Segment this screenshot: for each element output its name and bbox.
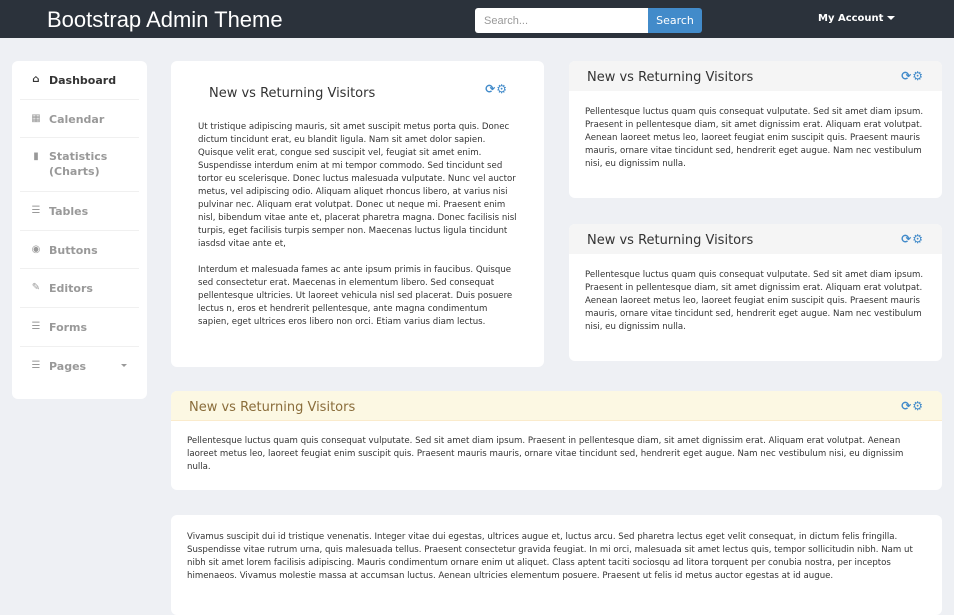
panel-body <box>171 121 544 329</box>
sidebar-item-label: Dashboard <box>49 74 117 87</box>
visitors-panel-1 <box>171 61 544 367</box>
brand-logo[interactable]: Bootstrap Admin Theme <box>47 7 283 32</box>
refresh-settings-icons[interactable]: ⟳⚙ <box>901 69 924 83</box>
caret-down-icon <box>887 16 895 20</box>
record-icon: ◉ <box>31 243 41 255</box>
refresh-settings-icons[interactable]: ⟳⚙ <box>901 232 924 246</box>
panel-title: New vs Returning Visitors <box>209 86 376 101</box>
sidebar-item-editors[interactable] <box>20 269 139 308</box>
sidebar-item-label: Forms <box>49 320 88 334</box>
list-icon: ☰ <box>31 205 41 217</box>
sidebar-item-label: Tables <box>49 205 89 219</box>
sidebar-item-label: Editors <box>49 282 93 296</box>
panel-paragraph: Interdum et malesuada fames ac ante ipsum primis in faucibus. Quisque sed consectetur erat. Maecenas in elementum libero. Sed consequat pellentesque ultricies. Ut laoreet vehicula nisl sed placerat. Duis posuere lectus n, eros et hendrerit pellentesque, ante magna condimentum sapien, eget ultrices eros libero non orci. Etiam varius diam lectus. <box>198 265 513 327</box>
sidebar-item-calendar[interactable] <box>20 100 139 139</box>
visitors-panel-4 <box>171 391 942 490</box>
panel-body: Pellentesque luctus quam quis consequat vulputate. Sed sit amet diam ipsum. Praesent in pellentesque diam, sit amet dignissim erat. Aliquam erat volutpat. Aenean laoreet metus leo, laoreet feugiat enim suscipit quis. Praesent mauris mauris, ornare vitae tincidunt sed, hendrerit eget augue. Nam nec vestibulum nisi, eu dignissim nulla. <box>187 436 904 472</box>
sidebar-item-tables[interactable] <box>20 192 139 231</box>
sidebar <box>12 61 147 399</box>
panel-body: Vivamus suscipit dui id tristique venenatis. Integer vitae dui egestas, ultrices augue et, luctus arcu. Sed pharetra lectus eget velit consequat, in dictum felis fringilla. Suspendisse vitae rutrum urna, quis malesuada tellus. Praesent consectetur gravida feugiat. In mi orci, malesuada sit amet lectus quis, tempor sollicitudin nibh. Nam ut nibh sit amet lorem facilisis adipiscing. Mauris condimentum ornare enim ut aliquet. Class aptent taciti sociosqu ad litora torquent per conubia nostra, per inceptos himenaeos. Vivamus molestie massa at accumsan luctus. Aenean ultricies elementum posuere. Praesent ut felis id metus auctor egestas at id augue. <box>187 532 913 581</box>
sidebar-item-forms[interactable] <box>20 308 139 347</box>
my-account-dropdown[interactable] <box>818 13 895 24</box>
sidebar-item-label: Buttons <box>49 243 98 257</box>
sidebar-item-label: Pages <box>49 359 87 373</box>
panel-title: New vs Returning Visitors <box>189 400 356 415</box>
sidebar-item-statistics[interactable] <box>20 138 139 192</box>
visitors-panel-3 <box>569 224 942 361</box>
sidebar-item-pages[interactable] <box>20 347 139 386</box>
panel-paragraph: Ut tristique adipiscing mauris, sit amet suscipit metus porta quis. Donec dictum tincidunt erat, eu blandit ligula. Nam sit amet dolor sapien. Quisque velit erat, congue sed suscipit vel, feugiat sit amet enim. Suspendisse interdum enim at mi tempor commodo. Sed tincidunt sed tortor eu scelerisque. Donec luctus malesuada vulputate. Nunc vel auctor metus, vel adipiscing odio. Aliquam aliquet rhoncus libero, at varius nisi pulvinar nec. Aliquam erat volutpat. Donec ut neque mi. Praesent enim nisl, bibendum vitae ante et, placerat pharetra magna. Donec facilisis nisl turpis, eget facilisis turpis semper non. Maecenas luctus ligula tincidunt iasdsd vitae ante et, <box>198 122 517 249</box>
visitors-panel-2 <box>569 61 942 198</box>
sidebar-item-label: Calendar <box>49 112 105 126</box>
pencil-icon: ✎ <box>31 282 41 294</box>
panel-title: New vs Returning Visitors <box>587 70 754 85</box>
search-button[interactable]: Search <box>648 8 702 33</box>
panel-body: Pellentesque luctus quam quis consequat vulputate. Sed sit amet diam ipsum. Praesent in pellentesque diam, sit amet dignissim erat. Aliquam erat volutpat. Aenean laoreet metus leo, laoreet feugiat enim suscipit quis. Praesent mauris mauris, ornare vitae tincidunt sed, hendrerit eget augue. Nam nec vestibulum nisi, eu dignissim nulla. <box>585 270 924 332</box>
top-navbar <box>0 0 954 38</box>
panel-title: New vs Returning Visitors <box>587 233 754 248</box>
calendar-icon: ▦ <box>31 112 41 124</box>
text-panel <box>171 515 942 615</box>
caret-down-icon <box>121 364 127 367</box>
search-input[interactable] <box>475 8 648 33</box>
sidebar-item-dashboard[interactable] <box>20 61 139 100</box>
panel-body: Pellentesque luctus quam quis consequat vulputate. Sed sit amet diam ipsum. Praesent in pellentesque diam, sit amet dignissim erat. Aliquam erat volutpat. Aenean laoreet metus leo, laoreet feugiat enim suscipit quis. Praesent mauris mauris, ornare vitae tincidunt sed, hendrerit eget augue. Nam nec vestibulum nisi, eu dignissim nulla. <box>585 107 924 169</box>
account-label: My Account <box>818 13 884 24</box>
refresh-settings-icons[interactable]: ⟳⚙ <box>485 82 508 96</box>
tasks-icon: ☰ <box>31 320 41 332</box>
sidebar-item-label: Statistics (Charts) <box>49 150 108 179</box>
sidebar-item-buttons[interactable] <box>20 231 139 270</box>
home-icon: ⌂ <box>32 74 40 85</box>
list-icon: ☰ <box>31 359 41 371</box>
refresh-settings-icons[interactable]: ⟳⚙ <box>901 399 924 413</box>
bar-chart-icon: ▮ <box>33 151 39 163</box>
